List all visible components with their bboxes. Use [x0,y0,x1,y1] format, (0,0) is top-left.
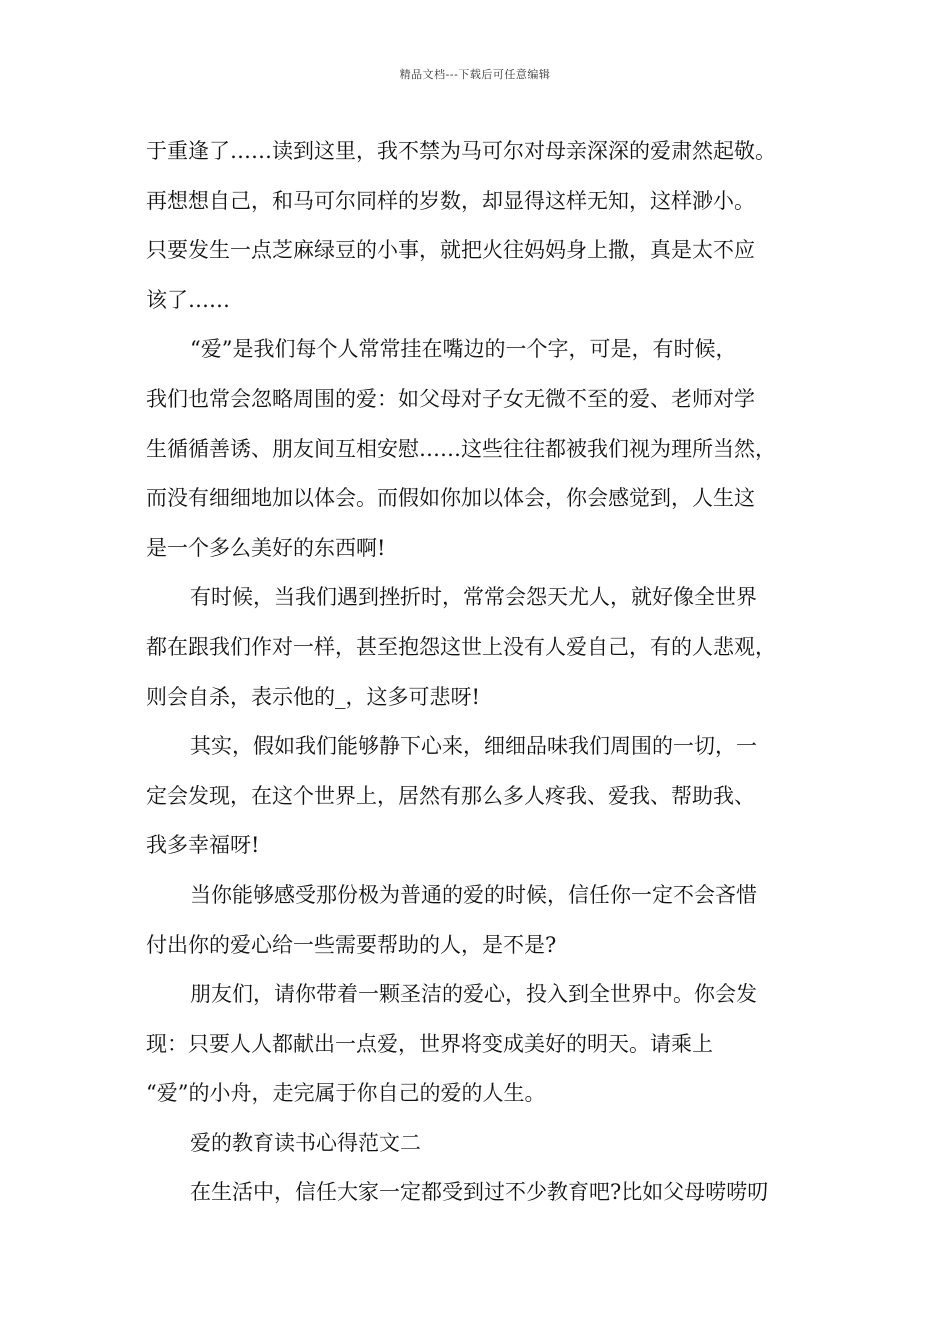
text-line: 现：只要人人都献出一点爱，世界将变成美好的明天。请乘上 [146,1031,713,1056]
text-line: 都在跟我们作对一样，甚至抱怨这世上没有人爱自己，有的人悲观， [146,634,776,659]
section-heading: 爱的教育读书心得范文二 [190,1130,421,1155]
text-line: “爱”是我们每个人常常挂在嘴边的一个字，可是，有时候， [190,337,737,362]
text-line: 于重逢了……读到这里，我不禁为马可尔对母亲深深的爱肃然起敬。 [146,139,776,163]
text-line: “爱”的小舟，走完属于你自己的爱的人生。 [146,1081,546,1106]
text-line: 只要发生一点芝麻绿豆的小事，就把火往妈妈身上撒，真是太不应 [146,238,755,263]
text-line: 生循循善诱、朋友间互相安慰……这些往往都被我们视为理所当然， [146,436,776,461]
text-line: 该了…… [146,287,230,312]
text-line: 其实，假如我们能够静下心来，细细品味我们周围的一切，一 [190,734,757,759]
text-line: 付出你的爱心给一些需要帮助的人，是不是? [146,932,557,957]
text-line: 朋友们，请你带着一颗圣洁的爱心，投入到全世界中。你会发 [190,982,757,1007]
text-line: 而没有细细地加以体会。而假如你加以体会，你会感觉到，人生这 [146,486,755,511]
text-line: 我们也常会忽略周围的爱：如父母对子女无微不至的爱、老师对学 [146,386,755,411]
document-body [146,127,806,1218]
text-line: 当你能够感受那份极为普通的爱的时候，信任你一定不会吝惜 [190,882,757,907]
text-line: 定会发现，在这个世界上，居然有那么多人疼我、爱我、帮助我、 [146,783,755,808]
text-line: 有时候，当我们遇到挫折时，常常会怨天尤人，就好像全世界 [190,585,757,610]
page-header: 精品文档---下载后可任意编辑 [399,68,551,81]
text-line: 我多幸福呀! [146,833,260,858]
text-line: 则会自杀，表示他的_，这多可悲呀! [146,684,480,709]
text-line: 是一个多么美好的东西啊! [146,535,386,560]
text-line: 再想想自己，和马可尔同样的岁数，却显得这样无知，这样渺小。 [146,188,755,213]
text-line: 在生活中，信任大家一定都受到过不少教育吧?比如父母唠唠叨 [190,1180,769,1205]
